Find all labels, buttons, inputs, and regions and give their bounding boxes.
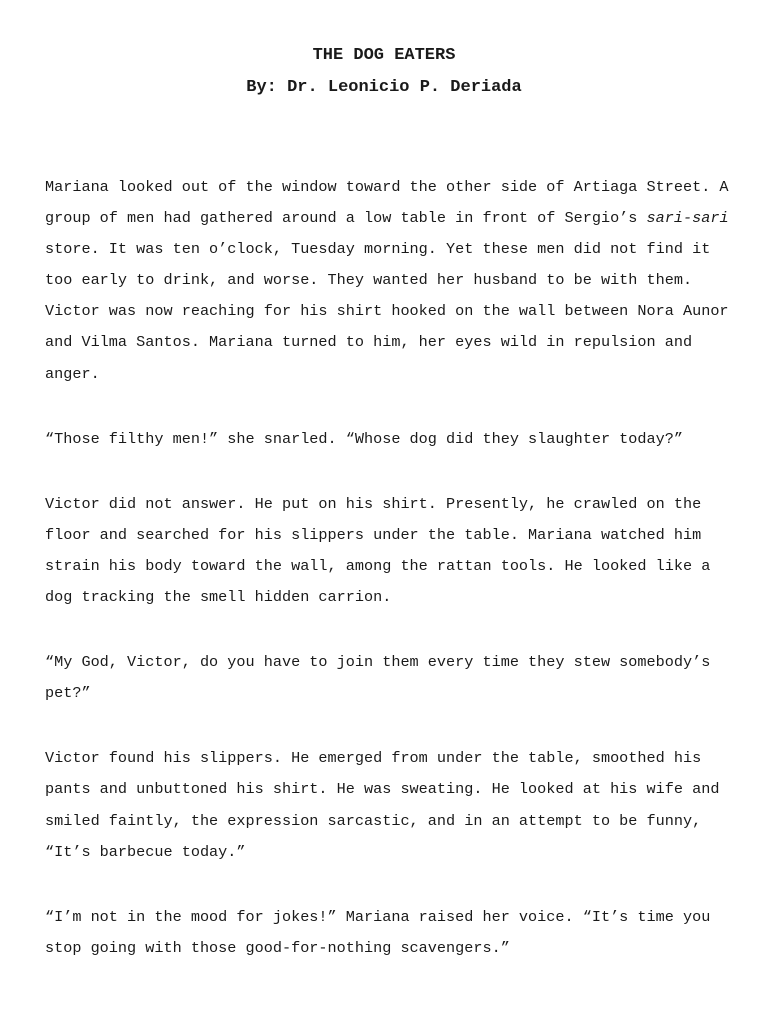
paragraph-1 (45, 172, 735, 390)
paragraph-1-end: store. It was ten o’clock, Tuesday morning. Yet these men did not find it too early to drink, and worse. They wanted her husband to be with them. Victor was now reaching for his shirt hooked on the wall between Nora Aunor and Vilma Santos. Mariana turned to him, her eyes wild in repulsion and anger. (45, 240, 729, 383)
author-byline: By: Dr. Leonicio P. Deriada (246, 78, 522, 97)
paragraph-2: “Those filthy men!” she snarled. “Whose dog did they slaughter today?” (45, 429, 683, 448)
paragraph-6: “I’m not in the mood for jokes!” Mariana raised her voice. “It’s time you stop going with those good-for-nothing scavengers.” (45, 907, 711, 957)
paragraph-1-start: Mariana looked out of the window toward the other side of Artiaga Street. A group of men had gathered around a low table in front of Sergio’s (45, 178, 729, 228)
paragraph-4: “My God, Victor, do you have to join them every time they stew somebody’s pet?” (45, 653, 711, 703)
page-title: THE DOG EATERS (312, 46, 456, 65)
italic-term: sari-sari (646, 209, 729, 228)
paragraph-5: Victor found his slippers. He emerged from under the table, smoothed his pants and unbuttoned his shirt. He was sweating. He looked at his wife and smiled faintly, the expression sarcastic, and in an attempt to be funny, “It’s barbecue today.” (45, 749, 720, 861)
paragraph-3: Victor did not answer. He put on his shirt. Presently, he crawled on the floor and searched for his slippers under the table. Mariana watched him strain his body toward the wall, among the rattan tools. He looked like a dog tracking the smell hidden carrion. (45, 494, 711, 607)
story-body (45, 172, 735, 998)
